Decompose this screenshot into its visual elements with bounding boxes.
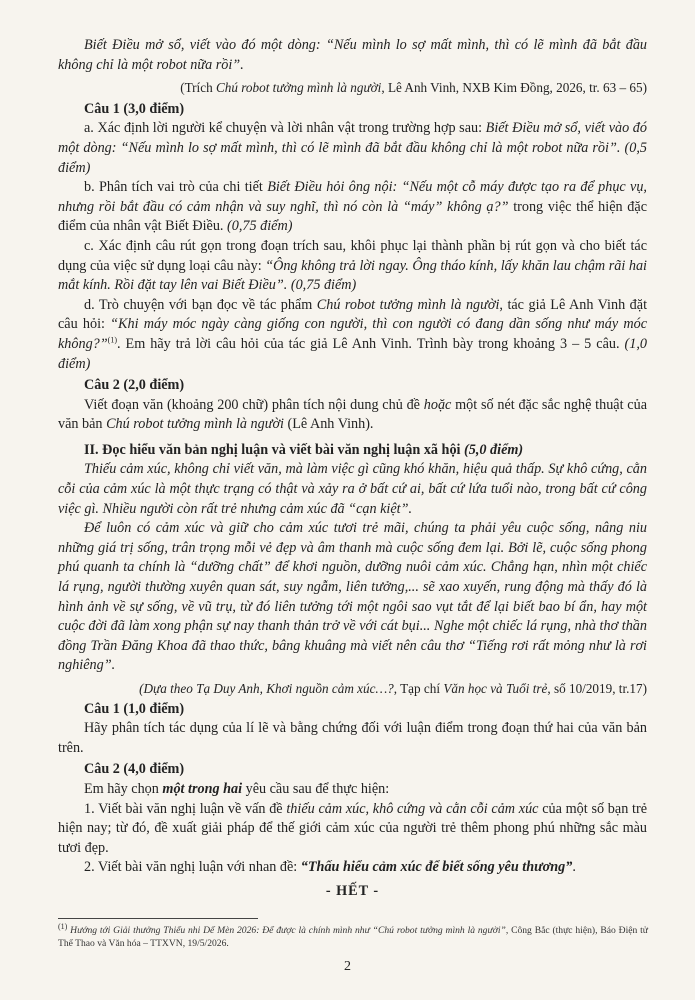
footnote: $^{(1)}$ Hướng tới Giải thưởng Thiếu nhi Dế Mèn 2026: Để được là chính mình như “Chú robot tưởng mình là người”, Công Bắc (thực hiện), Báo Điện tử Thể Thao và Văn hóa – TTXVN, 19/5/2026. xyxy=(58,921,648,949)
section-2-question-1-heading: Câu 1 (1,0 điểm) xyxy=(84,700,185,717)
page-number: 2 xyxy=(344,959,351,974)
section-2-question-2-option-1: 1. Viết bài văn nghị luận về vấn đề thiếu cảm xúc, khô cứng và cằn cỗi cảm xúc của một số bạn trẻ hiện nay; từ đó, đề xuất giải pháp để thế giới cảm xúc của người trẻ thêm phong phú những sắc màu tươi đẹp. xyxy=(58,800,647,856)
question-1d: d. Trò chuyện với bạn đọc về tác phẩm Chú robot tưởng mình là người, tác giả Lê Anh Vinh đặt câu hỏi: “Khi máy móc ngày càng giống con người, thì con người có đang dần sống như máy móc không?”$^{(1)}$. Em hãy trả lời câu hỏi của tác giả Lê Anh Vinh. Trình bày trong khoảng 3 – 5 câu. (1,0 điểm) xyxy=(58,296,648,372)
passage-paragraph-1: Thiếu cảm xúc, không chỉ viết văn, mà làm việc gì cũng khó khăn, hiệu quả thấp. Sự khô cứng, cằn cỗi của cảm xúc là một thực trạng có thật và xảy ra ở bất cứ ai, bất cứ lứa tuổi nào, trong bất cứ công việc gì. Nhiều người còn rất trẻ nhưng cảm xúc đã “cạn kiệt”. xyxy=(58,461,647,517)
intro-paragraph: Biết Điều mở sổ, viết vào đó một dòng: “Nếu mình lo sợ mất mình, thì có lẽ mình đã bắt đầu không chỉ là một robot nữa rồi”. xyxy=(58,37,648,73)
question-1-heading: Câu 1 (3,0 điểm) xyxy=(84,100,185,117)
question-1c: c. Xác định câu rút gọn trong đoạn trích sau, khôi phục lại thành phần bị rút gọn và cho biết tác dụng của việc sử dụng loại câu này: “Ông không trả lời ngay. Ông tháo kính, lấy khăn lau chậm rãi hai mắt kính. Rồi đặt tay lên vai Biết Điều”. (0,75 điểm) xyxy=(58,237,647,294)
question-2-heading: Câu 2 (2,0 điểm) xyxy=(84,377,185,394)
source-citation-2: (Dựa theo Tạ Duy Anh, Khơi nguồn cảm xúc…?, Tạp chí Văn học và Tuổi trẻ, số 10/2019, tr.17) xyxy=(139,681,647,696)
footnote-marker: (1) xyxy=(107,335,117,345)
section-2-question-2-option-2: 2. Viết bài văn nghị luận với nhan đề: “Thấu hiểu cảm xúc để biết sống yêu thương”. xyxy=(84,859,576,876)
section-2-question-2-heading: Câu 2 (4,0 điểm) xyxy=(84,761,185,778)
section-2-heading: II. Đọc hiểu văn bản nghị luận và viết bài văn nghị luận xã hội (5,0 điểm) xyxy=(84,441,524,458)
question-1b: b. Phân tích vai trò của chi tiết Biết Điều hỏi ông nội: “Nếu một cỗ máy được tạo ra để phục vụ, nhưng rồi bắt đầu có cảm nhận và suy nghĩ, thì nó còn là “máy” không ạ?” trong việc thể hiện đặc điểm của nhân vật Biết Điều. (0,75 điểm) xyxy=(58,179,647,235)
question-1a: a. Xác định lời người kể chuyện và lời nhân vật trong trường hợp sau: Biết Điều mở sổ, viết vào đó một dòng: “Nếu mình lo sợ mất mình, thì có lẽ mình đã bắt đầu không chỉ là một robot nữa rồi”. (0,5 điểm) xyxy=(58,120,647,176)
footnote-divider xyxy=(58,918,258,919)
section-2-question-1-text: Hãy phân tích tác dụng của lí lẽ và bằng chứng đối với luận điểm trong đoạn thứ hai của văn bản trên. xyxy=(58,720,647,756)
section-2-question-2-intro: Em hãy chọn một trong hai yêu cầu sau để thực hiện: xyxy=(84,780,390,797)
source-citation-1: (Trích Chú robot tưởng mình là người, Lê Anh Vinh, NXB Kim Đồng, 2026, tr. 63 – 65) xyxy=(180,80,647,96)
end-marker: - HẾT - xyxy=(325,882,380,899)
passage-paragraph-2: Để luôn có cảm xúc và giữ cho cảm xúc tươi trẻ mãi, chúng ta phải yêu cuộc sống, nâng niu những giá trị sống, trân trọng mỗi vẻ đẹp và âm thanh mà cuộc sống đem lại. Bởi lẽ, cuộc sống phong phú quanh ta chính là “dưỡng chất” để khơi nguồn, dưỡng nuôi cảm xúc. Chẳng hạn, nhìn một chiếc lá rụng, người thường xuyên quan sát, suy ngẫm, liên tưởng,... sẽ xao xuyến, rung động mà thấy đó là hình ảnh về sự sống, về vũ trụ, từ đó liên tưởng tới một ngôi sao vụt tắt để lại biết bao bí ẩn, hay một cuộc đời đã làm xong phận sự nay thanh thản trở về với cát bụi... Nghe một chiếc lá rụng, nhà thơ thần đồng Trần Đăng Khoa đã thao thức, bâng khuâng mà viết nên câu thơ “Tiếng rơi rất mỏng như là rơi nghiêng”. xyxy=(58,520,647,674)
question-2-text: Viết đoạn văn (khoảng 200 chữ) phân tích nội dung chủ đề hoặc một số nét đặc sắc nghệ thuật của văn bản Chú robot tưởng mình là người (Lê Anh Vinh). xyxy=(58,396,647,433)
